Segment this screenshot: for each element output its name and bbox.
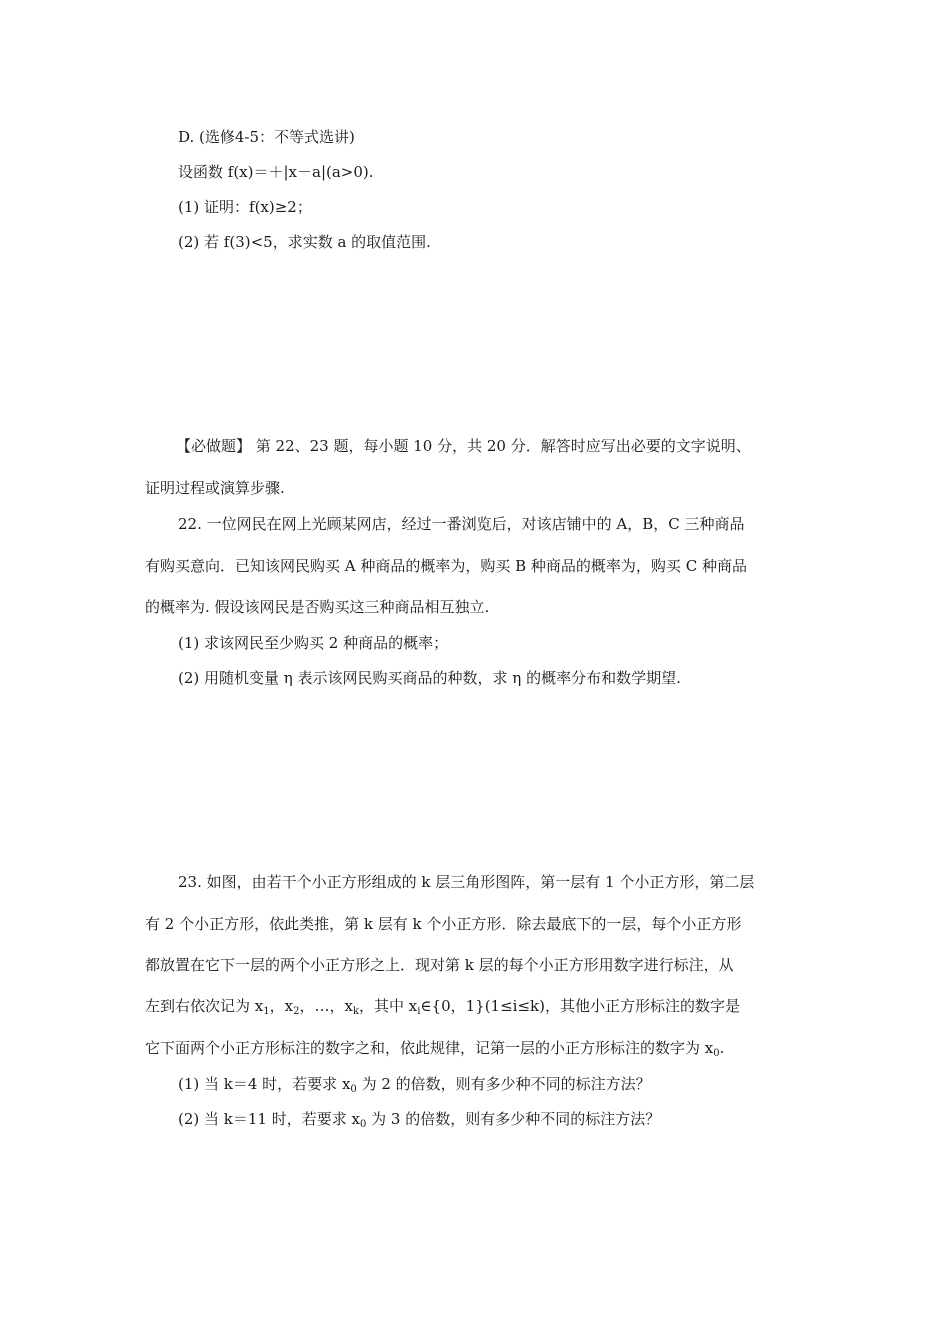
q23-part-1-text-a: (1) 当 k＝4 时，若要求 x (178, 1075, 351, 1093)
q22-line-2: 有购买意向．已知该网民购买 A 种商品的概率为，购买 B 种商品的概率为，购买 C 种商品 (145, 557, 747, 575)
q23-part-2 (178, 1109, 660, 1135)
q23-line-4-text-e: ∈{0，1}(1≤i≤k)，其他小正方形标注的数字是 (420, 997, 740, 1015)
q22-part-2: (2) 用随机变量 η 表示该网民购买商品的种数，求 η 的概率分布和数学期望. (178, 669, 681, 687)
q23-line-4-text-c: ，…，x (299, 997, 353, 1015)
q23-line-3: 都放置在它下一层的两个小正方形之上．现对第 k 层的每个小正方形用数字进行标注，从 (145, 956, 734, 974)
q23-part-2-text-b: 为 3 的倍数，则有多少种不同的标注方法？ (366, 1110, 661, 1128)
q23-line-5 (145, 1038, 724, 1064)
subscript-i: i (417, 1006, 421, 1017)
q23-line-5-text-a: 它下面两个小正方形标注的数字之和，依此规律，记第一层的小正方形标注的数字为 x (145, 1039, 714, 1057)
q23-line-4-text-a: 左到右依次记为 x (145, 997, 264, 1015)
section-d-stem: 设函数 f(x)＝＋|x－a|(a>0). (178, 163, 374, 181)
subscript-0: 0 (713, 1048, 720, 1059)
subscript-1: 1 (263, 1006, 270, 1017)
q23-line-2: 有 2 个小正方形，依此类推，第 k 层有 k 个小正方形．除去最底下的一层，每个小正方形 (145, 915, 742, 933)
subscript-2: 2 (293, 1006, 300, 1017)
q23-part-1 (178, 1074, 651, 1100)
section-d-part-1: (1) 证明：f(x)≥2； (178, 198, 312, 216)
q22-line-3: 的概率为. 假设该网民是否购买这三种商品相互独立. (145, 598, 490, 616)
q23-part-1-text-b: 为 2 的倍数，则有多少种不同的标注方法？ (356, 1075, 651, 1093)
q22-part-1: (1) 求该网民至少购买 2 种商品的概率； (178, 634, 449, 652)
q23-line-4 (145, 996, 740, 1022)
subscript-0: 0 (350, 1084, 357, 1095)
required-heading-line-1: 【必做题】 第 22、23 题，每小题 10 分，共 20 分．解答时应写出必要的文字说明、 (176, 437, 751, 455)
subscript-0: 0 (359, 1119, 367, 1130)
q23-line-4-text-b: ，x (269, 997, 294, 1015)
section-d-part-2: (2) 若 f(3)<5，求实数 a 的取值范围. (178, 233, 431, 251)
q23-line-4-text-d: ，其中 x (358, 997, 418, 1015)
q22-line-1: 22. 一位网民在网上光顾某网店，经过一番浏览后，对该店铺中的 A，B，C 三种商品 (178, 515, 745, 533)
q23-line-1: 23. 如图，由若干个小正方形组成的 k 层三角形图阵，第一层有 1 个小正方形，第二层 (178, 873, 755, 891)
required-heading-line-2: 证明过程或演算步骤. (145, 479, 285, 497)
q23-part-2-text-a: (2) 当 k＝11 时，若要求 x (178, 1110, 360, 1128)
subscript-k: k (352, 1006, 359, 1017)
q23-line-5-text-b: . (719, 1039, 725, 1057)
section-d-title: D. (选修4-5：不等式选讲) (178, 128, 355, 146)
